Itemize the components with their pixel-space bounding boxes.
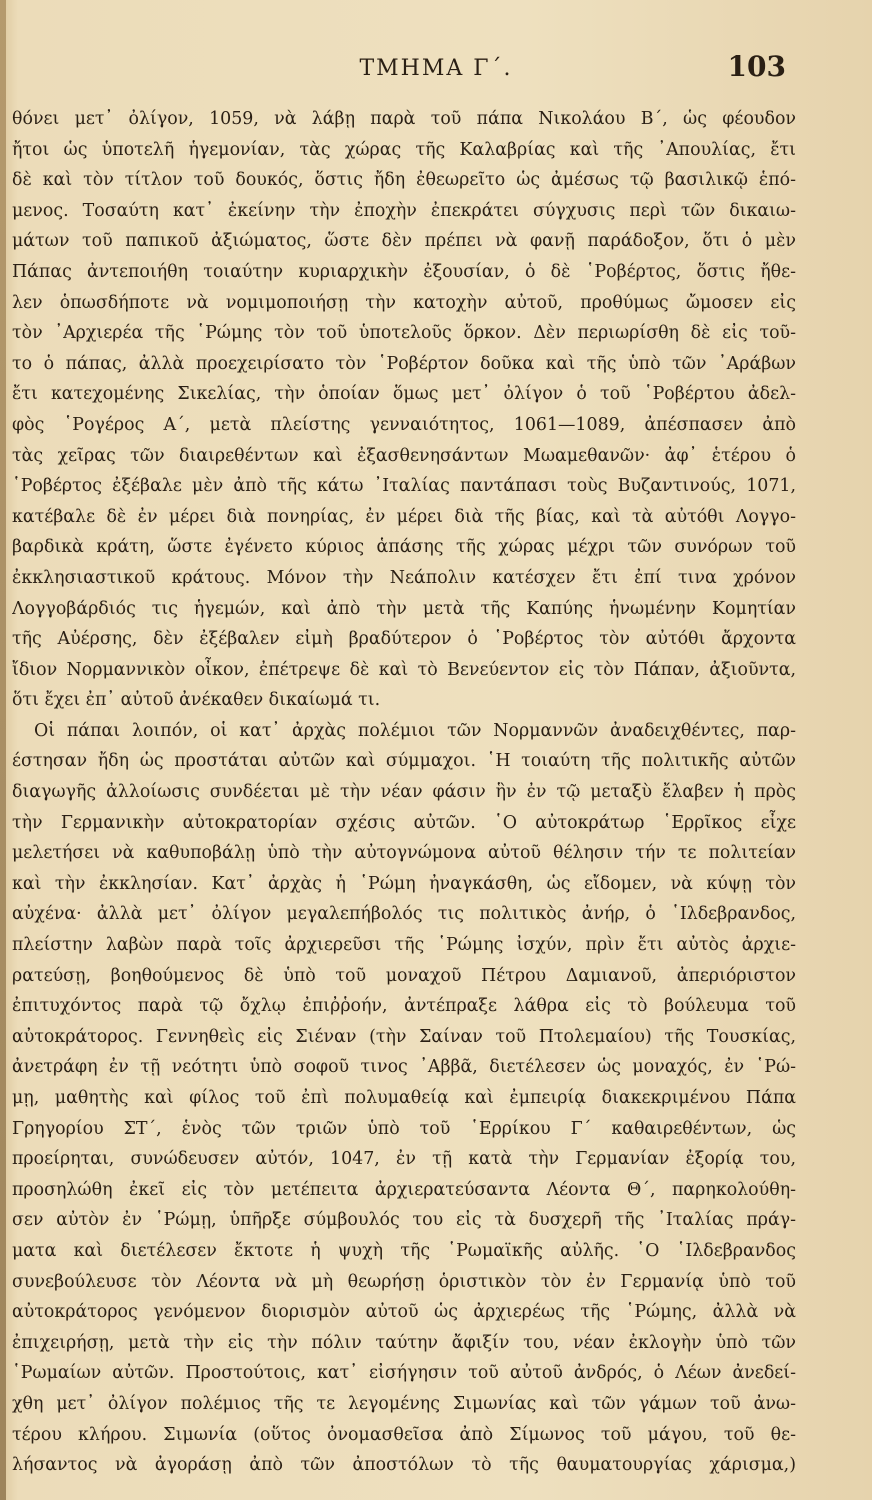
text-line: δὲ καὶ τὸν τίτλον τοῦ δουκός, ὅστις ἤδη ἐθεωρεῖτο ὡς ἀμέσως τῷ βασιλικῷ ἑπό- [12, 170, 796, 191]
text-line: σεν αὐτὸν ἐν ῾Ρώμῃ, ὑπῆρξε σύμβουλός του εἰς τὰ δυσχερῆ τῆς ᾽Ιταλίας πράγ- [12, 1210, 796, 1231]
text-line: αὐτοκράτορος γενόμενον διορισμὸν αὐτοῦ ὡς ἀρχιερέως τῆς ῾Ρώμης, ἀλλὰ νὰ [12, 1302, 796, 1323]
text-line: λήσαντος νὰ ἀγοράσῃ ἀπὸ τῶν ἀποστόλων τὸ τῆς θαυματουργίας χάρισμα,) [12, 1455, 796, 1476]
text-line: αὐτοκράτορος. Γεννηθεὶς εἰς Σιέναν (τὴν Σαίναν τοῦ Πτολεμαίου) τῆς Τουσκίας, [12, 1026, 796, 1047]
text-line: βαρδικὰ κράτη, ὥστε ἐγένετο κύριος ἁπάσης τῆς χώρας μέχρι τῶν συνόρων τοῦ [12, 537, 796, 558]
text-line: προσηλώθη ἐκεῖ εἰς τὸν μετέπειτα ἀρχιερατεύσαντα Λέοντα Θ΄, παρηκολούθη- [12, 1179, 796, 1200]
text-line: ματα καὶ διετέλεσεν ἔκτοτε ἡ ψυχὴ τῆς ῾Ρωμαϊκῆς αὐλῆς. ῾Ο ῾Ιλδεβρανδος [12, 1240, 796, 1261]
text-line: ἔτι κατεχομένης Σικελίας, τὴν ὁποίαν ὅμως μετ᾽ ὀλίγον ὁ τοῦ ῾Ροβέρτου ἀδελ- [12, 384, 796, 405]
text-line: έστησαν ἤδη ὡς προστάται αὐτῶν καὶ σύμμαχοι. ῾Η τοιαύτη τῆς πολιτικῆς αὐτῶν [12, 751, 796, 772]
text-line: ρατεύσῃ, βοηθούμενος δὲ ὑπὸ τοῦ μοναχοῦ Πέτρου Δαμιανοῦ, ἀπεριόριστον [12, 965, 796, 986]
text-line: τὰς χεῖρας τῶν διαιρεθέντων καὶ ἐξασθενησάντων Μωαμεθανῶν· ἀφ᾽ ἑτέρου ὁ [12, 445, 796, 466]
text-line: μελετήσει νὰ καθυποβάλῃ ὑπὸ τὴν αὐτογνώμονα αὐτοῦ θέλησιν τήν τε πολιτείαν [12, 843, 796, 864]
text-line: Πάπας ἀντεποιήθη τοιαύτην κυριαρχικὴν ἐξουσίαν, ὁ δὲ ῾Ροβέρτος, ὅστις ἤθε- [12, 261, 796, 282]
text-line: φὸς ῾Ρογέρος Α΄, μετὰ πλείστης γενναιότητος, 1061—1089, ἀπέσπασεν ἀπὸ [12, 414, 796, 435]
text-line: ἐπιχειρήσῃ, μετὰ τὴν εἰς τὴν πόλιν ταύτην ἄφιξίν του, νέαν ἐκλογὴν ὑπὸ τῶν [12, 1332, 796, 1353]
text-line: διαγωγῆς ἀλλοίωσις συνδέεται μὲ τὴν νέαν φάσιν ἣν ἐν τῷ μεταξὺ ἔλαβεν ἡ πρὸς [12, 782, 796, 803]
text-line: μενος. Τοσαύτη κατ᾽ ἐκείνην τὴν ἐποχὴν ἐπεκράτει σύγχυσις περὶ τῶν δικαιω- [12, 200, 796, 221]
text-line: ῾Ρωμαίων αὐτῶν. Προστούτοις, κατ᾽ εἰσήγησιν τοῦ αὐτοῦ ἀνδρός, ὁ Λέων ἀνεδεί- [12, 1363, 796, 1384]
text-line: Λογγοβάρδιός τις ἡγεμών, καὶ ἀπὸ τὴν μετὰ τῆς Καπύης ἡνωμένην Κομητίαν [12, 598, 796, 619]
text-line: αὐχένα· ἀλλὰ μετ᾽ ὀλίγον μεγαλεπήβολός τις πολιτικὸς ἀνήρ, ὁ ῾Ιλδεβρανδος, [12, 904, 796, 925]
text-line: ὅτι ἔχει ἐπ᾽ αὐτοῦ ἀνέκαθεν δικαίωμά τι. [12, 690, 381, 711]
text-line: συνεβούλευσε τὸν Λέοντα νὰ μὴ θεωρήσῃ ὁριστικὸν τὸν ἐν Γερμανίᾳ ὑπὸ τοῦ [12, 1271, 796, 1292]
text-line: τέρου κλήρου. Σιμωνία (οὕτος ὀνομασθεῖσα ἀπὸ Σίμωνος τοῦ μάγου, τοῦ θε- [12, 1424, 796, 1445]
text-line: τὸν ᾽Αρχιερέα τῆς ῾Ρώμης τὸν τοῦ ὑποτελοῦς ὅρκον. Δὲν περιωρίσθη δὲ εἰς τοῦ- [12, 323, 796, 344]
text-line: μῃ, μαθητὴς καὶ φίλος τοῦ ἐπὶ πολυμαθείᾳ καὶ ἐμπειρίᾳ διακεκριμένου Πάπα [12, 1088, 796, 1108]
text-line: θόνει μετ᾽ ὀλίγον, 1059, νὰ λάβῃ παρὰ τοῦ πάπα Νικολάου Β΄, ὡς φέουδον [12, 109, 796, 129]
text-line: ἐκκλησιαστικοῦ κράτους. Μόνον τὴν Νεάπολιν κατέσχεν ἔτι ἐπί τινα χρόνον [12, 567, 796, 588]
binding-gutter [0, 0, 6, 1500]
text-line: πλείστην λαβὼν παρὰ τοῖς ἀρχιερεῦσι τῆς ῾Ρώμης ἰσχύν, πρὶν ἔτι αὐτὸς ἀρχιε- [12, 935, 796, 956]
text-line: ἀνετράφη ἐν τῇ νεότητι ὑπὸ σοφοῦ τινος ᾽Αββᾶ, διετέλεσεν ὡς μοναχός, ἐν ῾Ρώ- [12, 1057, 796, 1078]
text-line: ἐπιτυχόντος παρὰ τῷ ὄχλῳ ἐπιῤῥοήν, ἀντέπραξε λάθρα εἰς τὸ βούλευμα τοῦ [12, 996, 796, 1017]
text-line: ἤτοι ὡς ὑποτελῆ ἡγεμονίαν, τὰς χώρας τῆς Καλαβρίας καὶ τῆς ᾽Απουλίας, ἔτι [12, 139, 796, 160]
text-line: τῆς Αὐέρσης, δὲν ἐξέβαλεν εἰμὴ βραδύτερον ὁ ῾Ροβέρτος τὸν αὐτόθι ἄρχοντα [12, 629, 796, 650]
text-line: ἴδιον Νορμαννικὸν οἶκον, ἐπέτρεψε δὲ καὶ τὸ Βενεύεντον εἰς τὸν Πάπαν, ἀξιοῦντα, [12, 659, 796, 680]
text-line: καὶ τὴν ἐκκλησίαν. Κατ᾽ ἀρχὰς ἡ ῾Ρώμη ἠναγκάσθη, ὡς εἴδομεν, νὰ κύψῃ τὸν [12, 873, 796, 894]
text-line: το ὁ πάπας, ἀλλὰ προεχειρίσατο τὸν ῾Ροβέρτον δοῦκα καὶ τῆς ὑπὸ τῶν ᾽Αράβων [12, 353, 796, 374]
text-line: ῾Ροβέρτος ἐξέβαλε μὲν ἀπὸ τῆς κάτω ᾽Ιταλίας παντάπασι τοὺς Βυζαντινούς, 1071, [12, 476, 796, 497]
text-line: μάτων τοῦ παπικοῦ ἀξιώματος, ὥστε δὲν πρέπει νὰ φανῇ παράδοξον, ὅτι ὁ μὲν [12, 231, 796, 252]
running-head: ΤΜΗΜΑ Γ΄. [359, 56, 513, 81]
body-text [12, 104, 796, 1481]
text-line: χθη μετ᾽ ὀλίγον πολέμιος τῆς τε λεγομένης Σιμωνίας καὶ τῶν γάμων τοῦ ἀνω- [12, 1393, 796, 1414]
page-header [0, 50, 872, 90]
text-line: κατέβαλε δὲ ἐν μέρει διὰ πονηρίας, ἐν μέρει διὰ τῆς βίας, καὶ τὰ αὐτόθι Λογγο- [12, 506, 796, 527]
text-line: Οἱ πάπαι λοιπόν, οἱ κατ᾽ ἀρχὰς πολέμιοι τῶν Νορμαννῶν ἀναδειχθέντες, παρ- [34, 720, 796, 741]
text-line: τὴν Γερμανικὴν αὐτοκρατορίαν σχέσις αὐτῶν. ῾Ο αὐτοκράτωρ ῾Ερρῖκος εἶχε [12, 812, 796, 833]
text-line: λεν ὁπωσδήποτε νὰ νομιμοποιήσῃ τὴν κατοχὴν αὐτοῦ, προθύμως ὤμοσεν εἰς [12, 292, 796, 313]
page-number: 103 [727, 50, 786, 83]
text-line: Γρηγορίου ΣΤ΄, ἑνὸς τῶν τριῶν ὑπὸ τοῦ ῾Ερρίκου Γ΄ καθαιρεθέντων, ὡς [12, 1118, 796, 1139]
text-line: προείρηται, συνώδευσεν αὐτόν, 1047, ἐν τῇ κατὰ τὴν Γερμανίαν ἐξορίᾳ του, [12, 1149, 796, 1170]
